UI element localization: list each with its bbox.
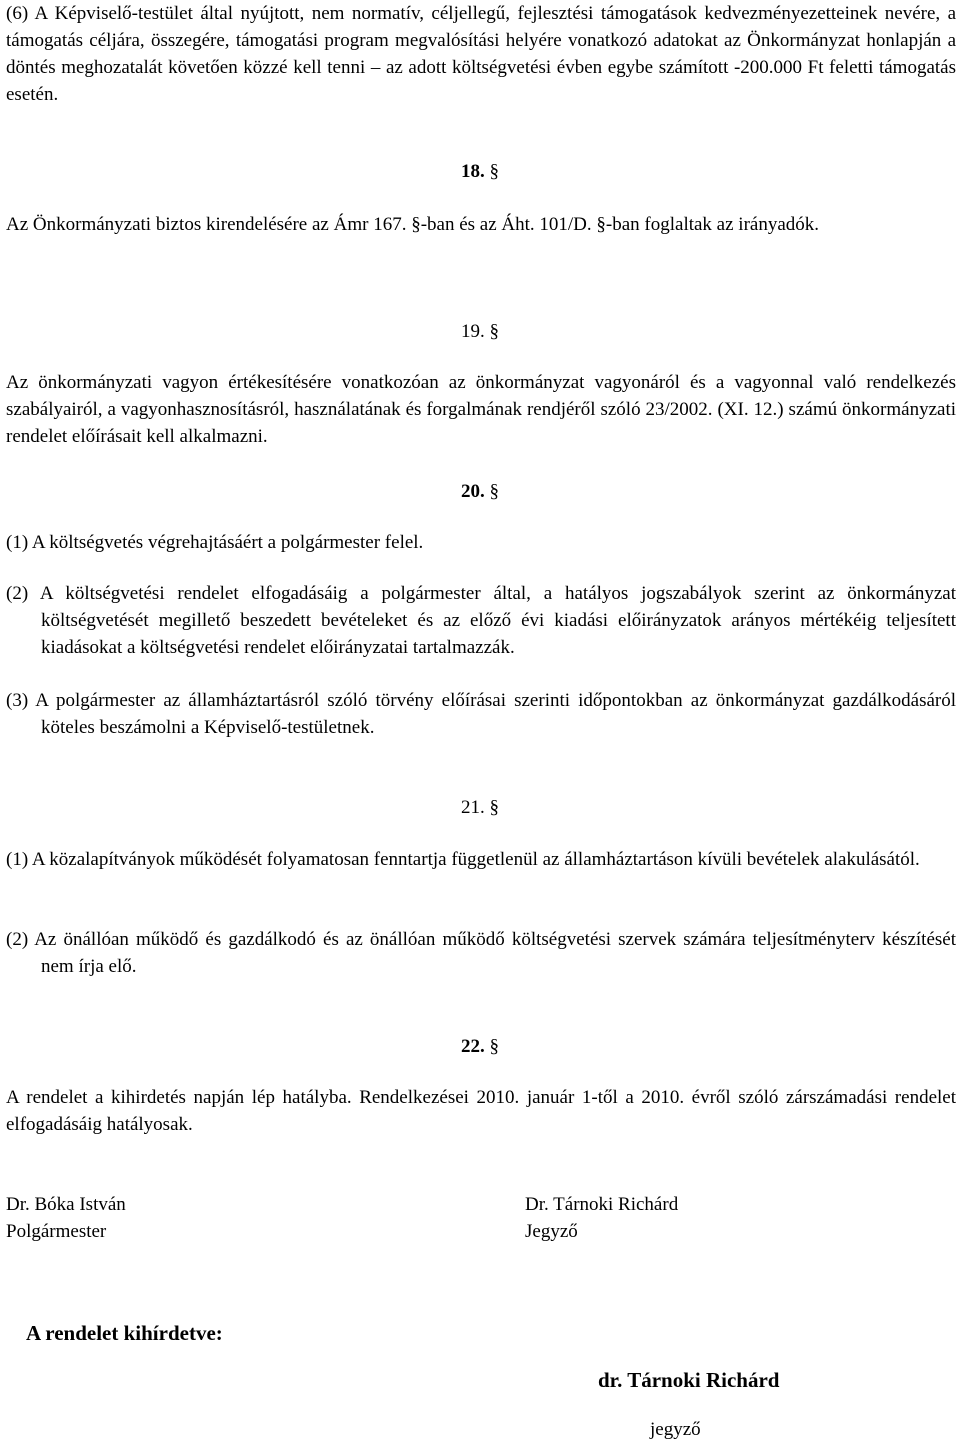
paragraph-6 [6,0,956,108]
section-20-heading [0,478,960,505]
announcement-role: jegyző [650,1419,701,1440]
section-21-number: 21. [461,797,485,818]
section-20-paragraph-3: (3) A polgármester az államháztartásról szóló törvény előírásai szerinti időpontokban az önkormányzat gazdálkodásáról köteles beszámolni a Képviselő-testületnek. [6,690,956,738]
signature-right-role: Jegyző [525,1221,578,1242]
signature-left-name: Dr. Bóka István [6,1194,126,1215]
section-18-number: 18. [461,161,485,182]
section-18-text: Az Önkormányzati biztos kirendelésére az Ámr 167. §-ban és az Áht. 101/D. §-ban foglaltak az irányadók. [6,214,820,235]
section-22-heading [0,1033,960,1060]
section-18-heading [0,158,960,185]
signature-right [525,1191,678,1245]
section-19-text: Az önkormányzati vagyon értékesítésére vonatkozóan az önkormányzat vagyonáról és a vagyonnal való rendelkezés szabályairól, a vagyonhasznosításról, használatának és forgalmának rendjéről szóló 23/2002. (XI. 12.) számú önkormányzati rendelet előírásait kell alkalmazni. [6,372,956,447]
section-sign: § [489,1036,499,1057]
section-20-number: 20. [461,481,485,502]
signature-right-name: Dr. Tárnoki Richárd [525,1194,679,1215]
section-20-paragraph-2: (2) A költségvetési rendelet elfogadásáig a polgármester által, a hatályos jogszabályok szerint az önkormányzat költségvetését megillető beszedett bevételeket és az előző évi kiadási előirányzatok arányos mértékéig teljesített kiadásokat a költségvetési rendelet előirányzatai tartalmazzák. [6,583,956,658]
section-20-paragraph-1: (1) A költségvetés végrehajtásáért a polgármester felel. [6,532,424,553]
announcement-heading: A rendelet kihírdetve: [26,1321,223,1345]
section-22-text: A rendelet a kihirdetés napján lép hatályba. Rendelkezései 2010. január 1-től a 2010. évről szóló zárszámadási rendelet elfogadásáig hatályosak. [6,1087,956,1135]
section-sign: § [489,797,499,818]
section-19-heading [0,318,960,345]
section-sign: § [489,321,499,342]
signature-left-role: Polgármester [6,1221,107,1242]
section-sign: § [489,161,499,182]
section-19-number: 19. [461,321,485,342]
announcement-name: dr. Tárnoki Richárd [598,1368,780,1392]
signature-left [6,1191,126,1245]
section-21-heading [0,794,960,821]
section-sign: § [489,481,499,502]
section-21-paragraph-2: (2) Az önállóan működő és gazdálkodó és az önállóan működő költségvetési szervek számára teljesítményterv készítését nem írja elő. [6,929,956,977]
paragraph-6-text: (6) A Képviselő-testület által nyújtott, nem normatív, céljellegű, fejlesztési támogatások kedvezményezetteinek nevére, a támogatás céljára, összegére, támogatási program megvalósítási helyére vonatkozó adatokat az Önkormányzat honlapján a döntés meghozatalát követően közzé kell tenni – az adott költségvetési évben egybe számított -200.000 Ft feletti támogatás esetén. [6,3,956,105]
section-22-number: 22. [461,1036,485,1057]
section-21-paragraph-1: (1) A közalapítványok működését folyamatosan fenntartja függetlenül az államháztartáson kívüli bevételek alakulásától. [6,849,920,870]
